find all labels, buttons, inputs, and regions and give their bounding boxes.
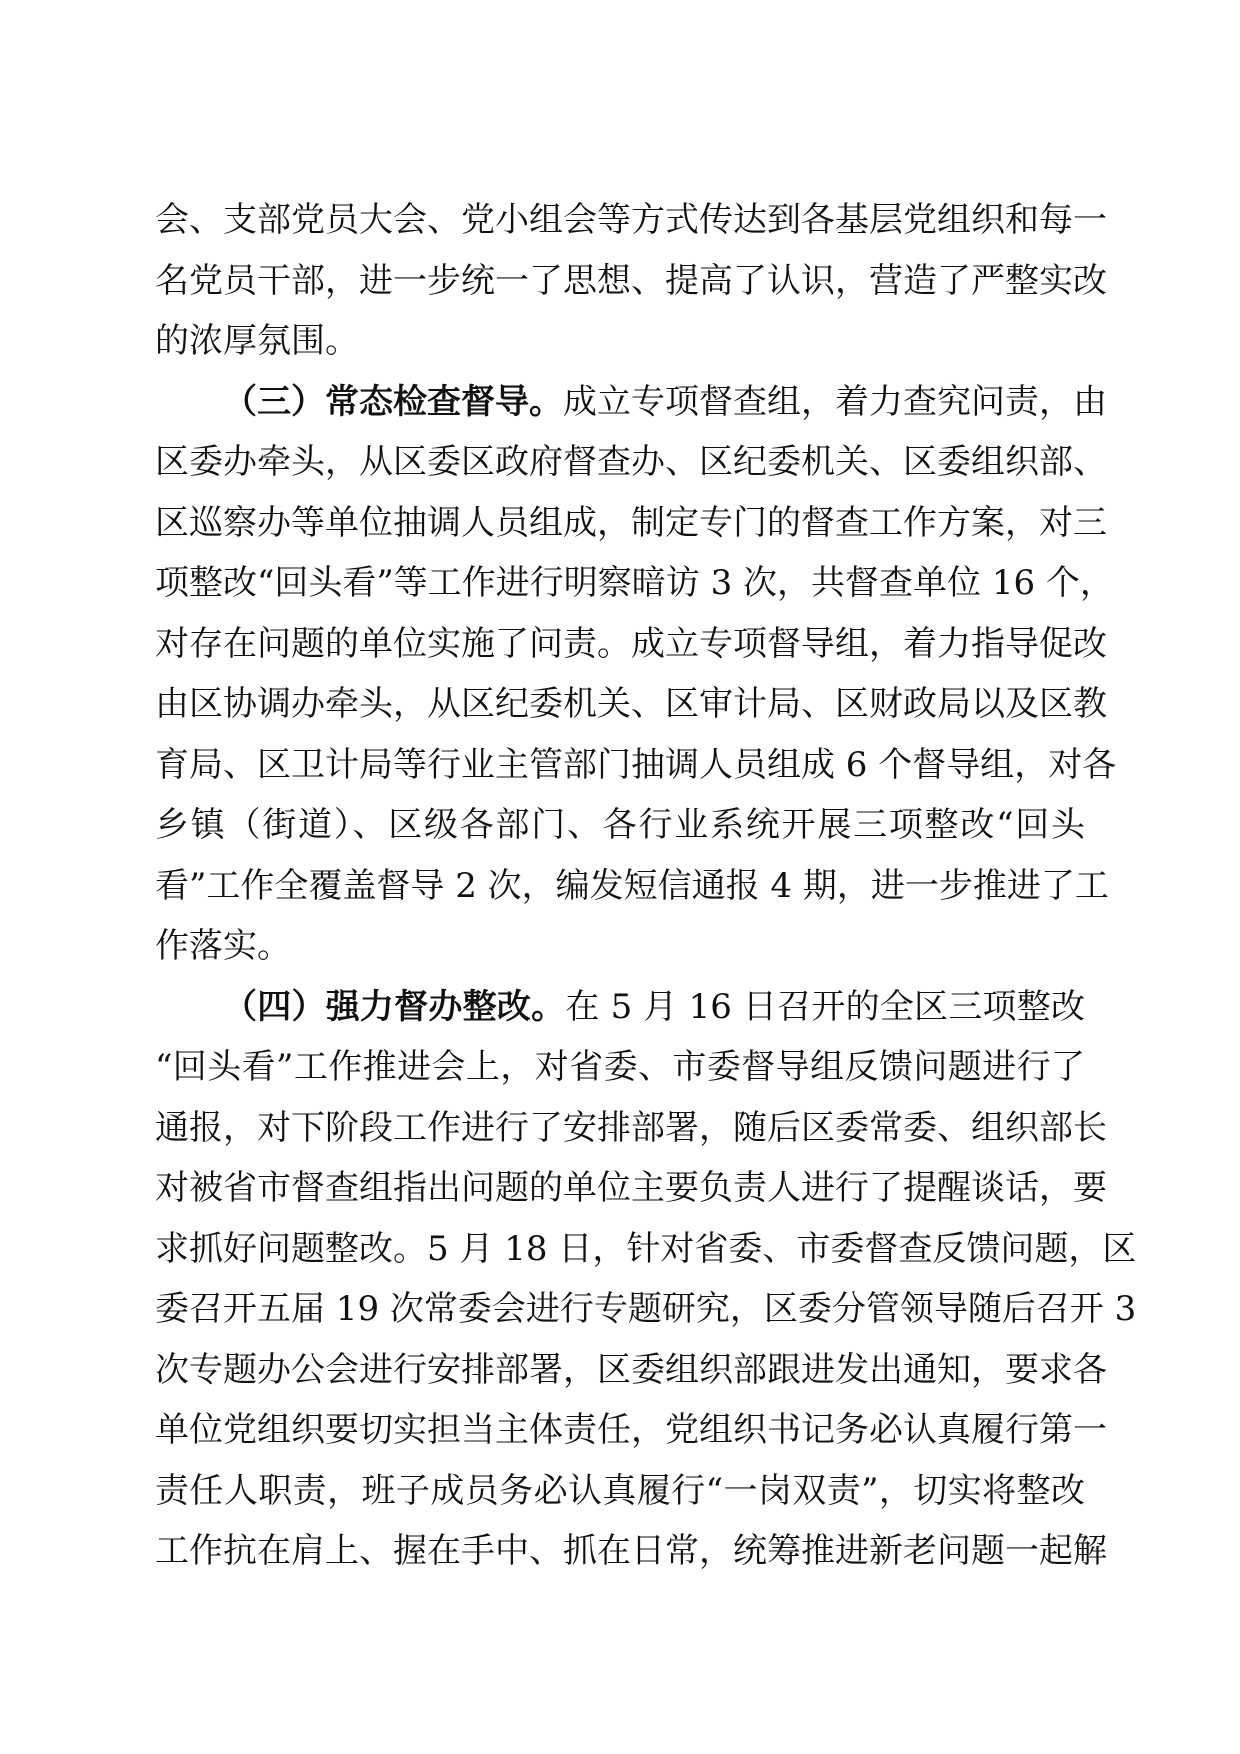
text-line: 作落实。 xyxy=(155,926,291,966)
text-line: 名党员干部，进一步统一了思想、提高了认识，营造了严整实改 xyxy=(155,260,1107,301)
text-line: 单位党组织要切实担当主体责任，党组织书记务必认真履行第一 xyxy=(155,1410,1107,1450)
text-line: 区巡察办等单位抽调人员组成，制定专门的督查工作方案，对三 xyxy=(155,502,1107,543)
text-line: 的浓厚氛围。 xyxy=(155,321,359,361)
text-line: “回头看”工作推进会上，对省委、市委督导组反馈问题进行了 xyxy=(155,1047,1085,1087)
text-line-rest: 成立专项督查组，着力查究问责，由 xyxy=(563,381,1107,422)
text-line xyxy=(155,977,1085,1038)
paragraph-section-3 xyxy=(155,372,1117,977)
paragraph-continuation xyxy=(155,190,1107,372)
text-line-rest: 在 5 月 16 日召开的全区三项整改 xyxy=(565,986,1085,1027)
text-line: 区委办牵头，从区委区政府督查办、区纪委机关、区委组织部、 xyxy=(155,442,1107,482)
text-line: 工作抗在肩上、握在手中、抓在日常，统筹推进新老问题一起解 xyxy=(155,1531,1107,1571)
text-line: 育局、区卫计局等行业主管部门抽调人员组成 6 个督导组，对各 xyxy=(155,744,1117,785)
text-line: 委召开五届 19 次常委会进行专题研究，区委分管领导随后召开 3 xyxy=(155,1289,1137,1329)
text-line: 通报，对下阶段工作进行了安排部署，随后区委常委、组织部长 xyxy=(155,1107,1107,1148)
section-heading: （三）常态检查督导。 xyxy=(223,381,563,422)
text-line xyxy=(155,372,1107,433)
text-line: 乡镇（街道）、区级各部门、各行业系统开展三项整改“回头 xyxy=(155,805,1085,845)
text-line: 求抓好问题整改。5 月 18 日，针对省委、市委督查反馈问题，区 xyxy=(155,1228,1137,1269)
text-line: 责任人职责，班子成员务必认真履行“一岗双责”，切实将整改 xyxy=(155,1470,1085,1511)
text-line: 次专题办公会进行安排部署，区委组织部跟进发出通知，要求各 xyxy=(155,1349,1107,1390)
text-line: 看”工作全覆盖督导 2 次，编发短信通报 4 期，进一步推进了工 xyxy=(155,865,1109,906)
document-body xyxy=(155,190,1137,1582)
text-line: 项整改“回头看”等工作进行明察暗访 3 次，共督查单位 16 个， xyxy=(155,563,1114,603)
text-line: 由区协调办牵头，从区纪委机关、区审计局、区财政局以及区教 xyxy=(155,684,1107,724)
text-line: 会、支部党员大会、党小组会等方式传达到各基层党组织和每一 xyxy=(155,200,1107,240)
paragraph-section-4 xyxy=(155,977,1137,1582)
text-line: 对被省市督查组指出问题的单位主要负责人进行了提醒谈话，要 xyxy=(155,1168,1107,1208)
text-line: 对存在问题的单位实施了问责。成立专项督导组，着力指导促改 xyxy=(155,623,1107,664)
section-heading: （四）强力督办整改。 xyxy=(223,986,566,1027)
